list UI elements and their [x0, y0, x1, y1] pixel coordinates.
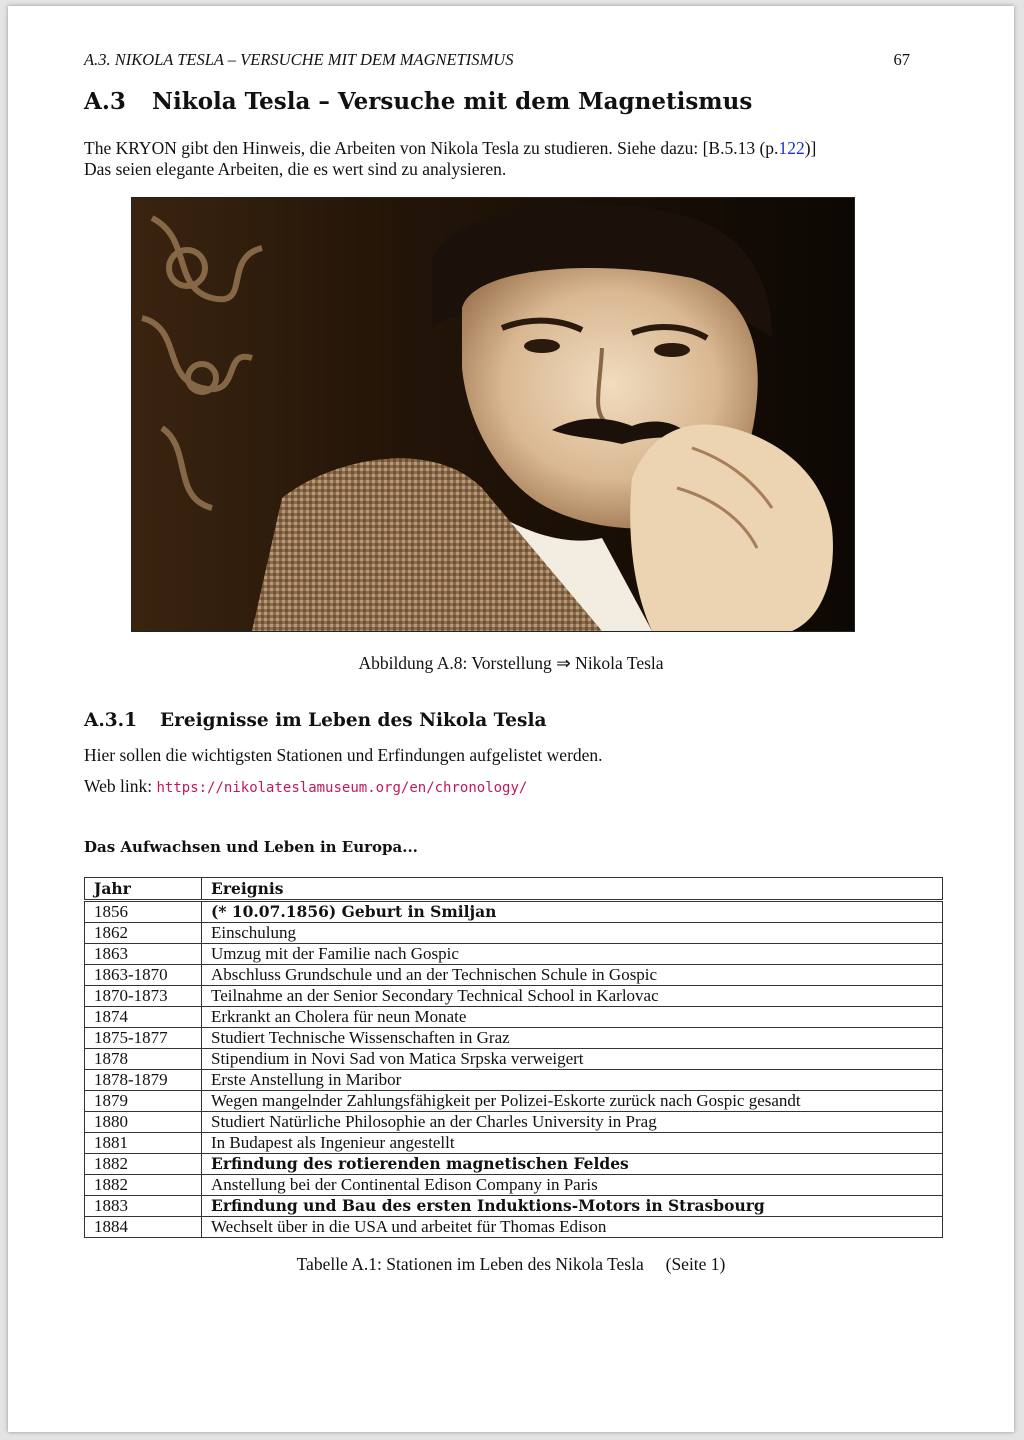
- cell-event: Abschluss Grundschule und an der Technischen Schule in Gospic: [202, 965, 943, 986]
- table-row: [85, 1028, 943, 1049]
- intro-paragraph: [84, 138, 924, 180]
- cell-event: Anstellung bei der Continental Edison Company in Paris: [202, 1175, 943, 1196]
- cell-year: 1856: [85, 901, 202, 923]
- cell-event: Erfindung des rotierenden magnetischen Feldes: [202, 1154, 943, 1175]
- subsection-text: Hier sollen die wichtigsten Stationen und Erfindungen aufgelistet werden.: [84, 745, 603, 765]
- portrait-illustration: [132, 198, 854, 631]
- intro-text-end: )]: [804, 138, 817, 158]
- cell-event: Erfindung und Bau des ersten Induktions-Motors in Strasbourg: [202, 1196, 943, 1217]
- table-heading: Das Aufwachsen und Leben in Europa...: [84, 838, 418, 856]
- cell-event: (* 10.07.1856) Geburt in Smiljan: [202, 901, 943, 923]
- table-row: [85, 923, 943, 944]
- cell-year: 1863-1870: [85, 965, 202, 986]
- header-year: Jahr: [85, 878, 202, 901]
- cell-year: 1878: [85, 1049, 202, 1070]
- section-title: Nikola Tesla – Versuche mit dem Magnetismus: [152, 88, 753, 115]
- cell-event: Wegen mangelnder Zahlungsfähigkeit per Polizei-Eskorte zurück nach Gospic gesandt: [202, 1091, 943, 1112]
- table-row: [85, 1133, 943, 1154]
- cell-event: Erkrankt an Cholera für neun Monate: [202, 1007, 943, 1028]
- web-link-line: [84, 776, 527, 797]
- cell-event: Wechselt über in die USA und arbeitet für Thomas Edison: [202, 1217, 943, 1238]
- cell-year: 1883: [85, 1196, 202, 1217]
- document-page: [8, 6, 1014, 1432]
- cell-event: Einschulung: [202, 923, 943, 944]
- table-row: [85, 1196, 943, 1217]
- table-body: [85, 901, 943, 1238]
- cell-event: Umzug mit der Familie nach Gospic: [202, 944, 943, 965]
- cell-year: 1882: [85, 1154, 202, 1175]
- cell-year: 1878-1879: [85, 1070, 202, 1091]
- table-row: [85, 1091, 943, 1112]
- section-heading: [84, 88, 752, 115]
- page-reference-link[interactable]: 122: [778, 138, 805, 158]
- cell-year: 1874: [85, 1007, 202, 1028]
- cell-year: 1882: [85, 1175, 202, 1196]
- table-row: [85, 986, 943, 1007]
- table-caption-text: Tabelle A.1: Stationen im Leben des Nikola Tesla (Seite 1): [296, 1254, 726, 1274]
- cell-event: Studiert Natürliche Philosophie an der Charles University in Prag: [202, 1112, 943, 1133]
- cell-year: 1870-1873: [85, 986, 202, 1007]
- table-row: [85, 1112, 943, 1133]
- cell-year: 1875-1877: [85, 1028, 202, 1049]
- table-row: [85, 965, 943, 986]
- subsection-heading: [84, 710, 546, 731]
- running-title: A.3. NIKOLA TESLA – VERSUCHE MIT DEM MAGNETISMUS: [84, 50, 514, 69]
- intro-text: The KRYON gibt den Hinweis, die Arbeiten von Nikola Tesla zu studieren. Siehe dazu: [B.5.13 (p.: [84, 138, 779, 158]
- table-row: [85, 1154, 943, 1175]
- table-row: [85, 901, 943, 923]
- running-header: [84, 50, 910, 70]
- table-caption: [8, 1254, 1014, 1275]
- table-row: [85, 944, 943, 965]
- table-row: [85, 1049, 943, 1070]
- table-row: [85, 1070, 943, 1091]
- cell-year: 1880: [85, 1112, 202, 1133]
- subsection-title: Ereignisse im Leben des Nikola Tesla: [160, 710, 547, 731]
- intro-line-2: Das seien elegante Arbeiten, die es wert sind zu analysieren.: [84, 159, 507, 179]
- cell-year: 1884: [85, 1217, 202, 1238]
- portrait-photo: [131, 197, 855, 632]
- subsection-number: A.3.1: [84, 710, 137, 731]
- table-row: [85, 1175, 943, 1196]
- page-number: 67: [893, 50, 910, 69]
- table-row: [85, 1217, 943, 1238]
- table-row: [85, 1007, 943, 1028]
- cell-event: Studiert Technische Wissenschaften in Graz: [202, 1028, 943, 1049]
- figure-caption: Abbildung A.8: Vorstellung ⇒ Nikola Tesla: [358, 653, 664, 673]
- cell-year: 1881: [85, 1133, 202, 1154]
- web-link-label: Web link:: [84, 776, 153, 796]
- header-event: Ereignis: [202, 878, 943, 901]
- cell-year: 1863: [85, 944, 202, 965]
- cell-event: Teilnahme an der Senior Secondary Technical School in Karlovac: [202, 986, 943, 1007]
- cell-event: Stipendium in Novi Sad von Matica Srpska verweigert: [202, 1049, 943, 1070]
- table-header-row: [85, 878, 943, 901]
- cell-event: In Budapest als Ingenieur angestellt: [202, 1133, 943, 1154]
- events-table: [84, 877, 943, 1238]
- cell-year: 1879: [85, 1091, 202, 1112]
- section-number: A.3: [84, 88, 126, 115]
- cell-event: Erste Anstellung in Maribor: [202, 1070, 943, 1091]
- cell-year: 1862: [85, 923, 202, 944]
- web-link-url[interactable]: https://nikolateslamuseum.org/en/chronology/: [156, 780, 528, 796]
